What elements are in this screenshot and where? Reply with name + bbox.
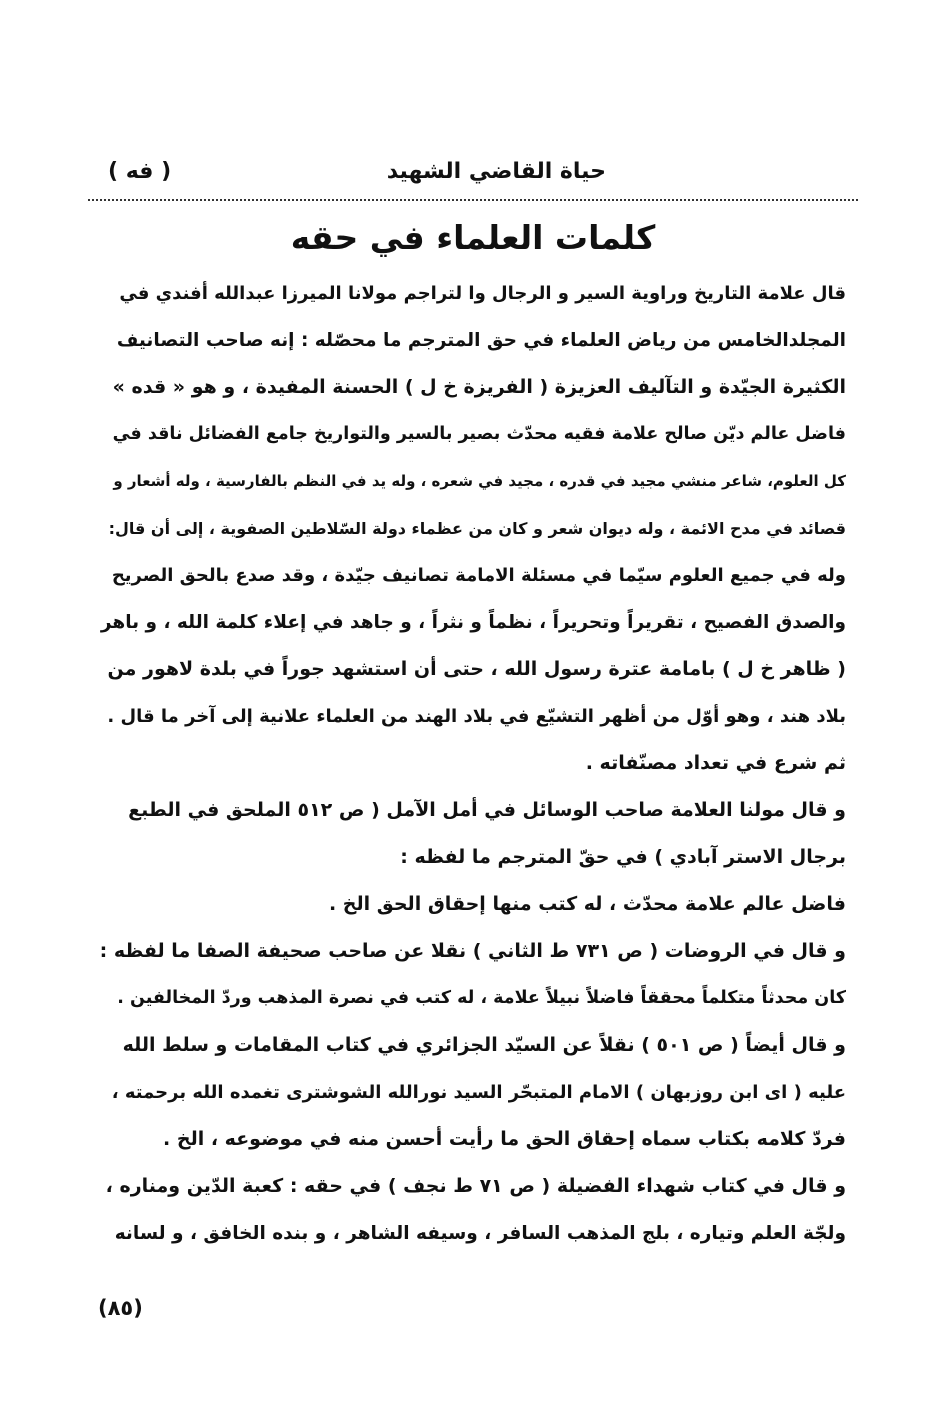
body-line: ثم شرع في تعداد مصنّفاته . (585, 752, 846, 774)
page-number: (٨٥) (98, 1296, 143, 1320)
body-line: كل العلوم، شاعر منشي مجيد في قدره ، مجيد في شعره ، وله يد في النظم بالفارسية ، وله أشعار و (113, 472, 846, 490)
body-line: عليه ( اى ابن روزبهان ) الامام المتبحّر السيد نورالله الشوشترى تغمده الله برحمته ، (111, 1082, 846, 1103)
body-line: قصائد في مدح الائمة ، وله ديوان شعر و كان من عظماء دولة السّلاطين الصفوية ، إلى أن قال: (108, 519, 846, 538)
body-line: ( ظاهر خ ل ) بامامة عترة رسول الله ، حتى أن استشهد جوراً في بلدة لاهور من (107, 658, 846, 680)
body-line: و قال في كتاب شهداء الفضيلة ( ص ٧١ ط نجف ) في حقه : كعبة الدّين ومناره ، (105, 1175, 846, 1197)
running-header (88, 155, 858, 201)
body-line: والصدق الفصيح ، تقريراً وتحريراً ، نظماً و نثراً ، و جاهد في إعلاء كلمة الله ، و باهر (100, 612, 846, 633)
body-line: قال علامة التاريخ وراوية السير و الرجال وا لتراجم مولانا الميرزا عبدالله أفندي في (119, 283, 846, 304)
body-line: المجلدالخامس من رياض العلماء في حق المترجم ما محصّله : إنه صاحب التصانيف (116, 330, 846, 351)
body-line: برجال الاستر آبادي ) في حقّ المترجم ما لفظه : (400, 846, 846, 868)
body-line: فاضل عالم علامة محدّث ، له كتب منها إحقاق الحق الخ . (328, 893, 846, 915)
body-line: و قال أيضاً ( ص ٥٠١ ) نقلاً عن السيّد الجزائري في كتاب المقامات و سلط الله (122, 1034, 846, 1056)
body-line: و قال في الروضات ( ص ٧٣١ ط الثاني ) نقلا عن صاحب صحيفة الصفا ما لفظه : (100, 940, 846, 962)
running-header-page-mark: ( فه ) (108, 159, 172, 184)
body-line: كان محدثاً متكلماً محققاً فاضلاً نبيلاً علامة ، له كتب في نصرة المذهب وردّ المخالفين . (117, 988, 846, 1008)
body-line: فاضل عالم ديّن صالح علامة فقيه محدّث بصير بالسير والتواريخ جامع الفضائل ناقد في (112, 424, 846, 444)
body-line: و قال مولنا العلامة صاحب الوسائل في أمل الآمل ( ص ٥١٢ الملحق في الطبع (128, 799, 846, 821)
body-line: وله في جميع العلوم سيّما في مسئلة الامامة تصانيف جيّدة ، وقد صدع بالحق الصريح (111, 565, 846, 586)
body-line: الكثيرة الجيّدة و التآليف العزيزة ( الفريزة خ ل ) الحسنة المفيدة ، و هو « قده » (112, 376, 846, 398)
body-line: فردّ كلامه بكتاب سماه إحقاق الحق ما رأيت أحسن منه في موضوعه ، الخ . (163, 1128, 846, 1150)
body-line: بلاد هند ، وهو أوّل من أظهر التشيّع في بلاد الهند من العلماء علانية إلى آخر ما قال . (107, 706, 846, 727)
body-line: ولجّة العلم وتياره ، بلج المذهب السافر ، وسيفه الشاهر ، و بنده الخافق ، و لسانه (114, 1223, 846, 1244)
body-text (100, 270, 846, 1257)
running-header-title: حياة القاضي الشهيد (386, 159, 606, 184)
section-title: كلمات العلماء في حقه (290, 218, 656, 257)
